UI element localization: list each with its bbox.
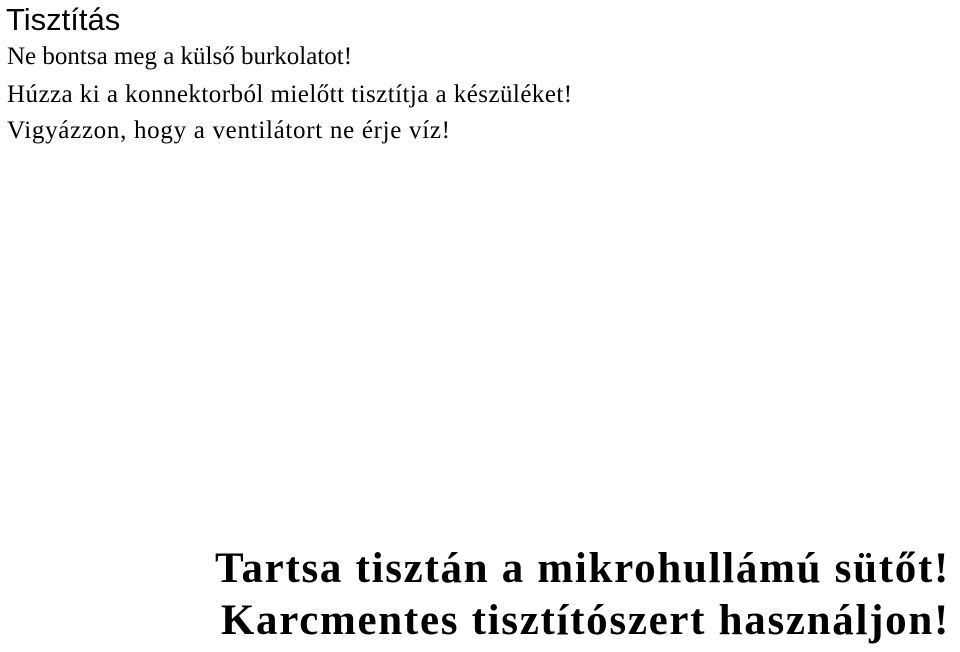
footer-line: Tartsa tisztán a mikrohullámú sütőt! — [215, 545, 950, 592]
instruction-line: Húzza ki a konnektorból mielőtt tisztítja a készüléket! — [7, 81, 573, 108]
instruction-line: Vigyázzon, hogy a ventilátort ne érje víz! — [7, 117, 451, 144]
footer-line: Karcmentes tisztítószert használjon! — [220, 597, 950, 644]
instruction-line: Ne bontsa meg a külső burkolatot! — [7, 43, 353, 70]
page-title: Tisztítás — [6, 2, 121, 37]
